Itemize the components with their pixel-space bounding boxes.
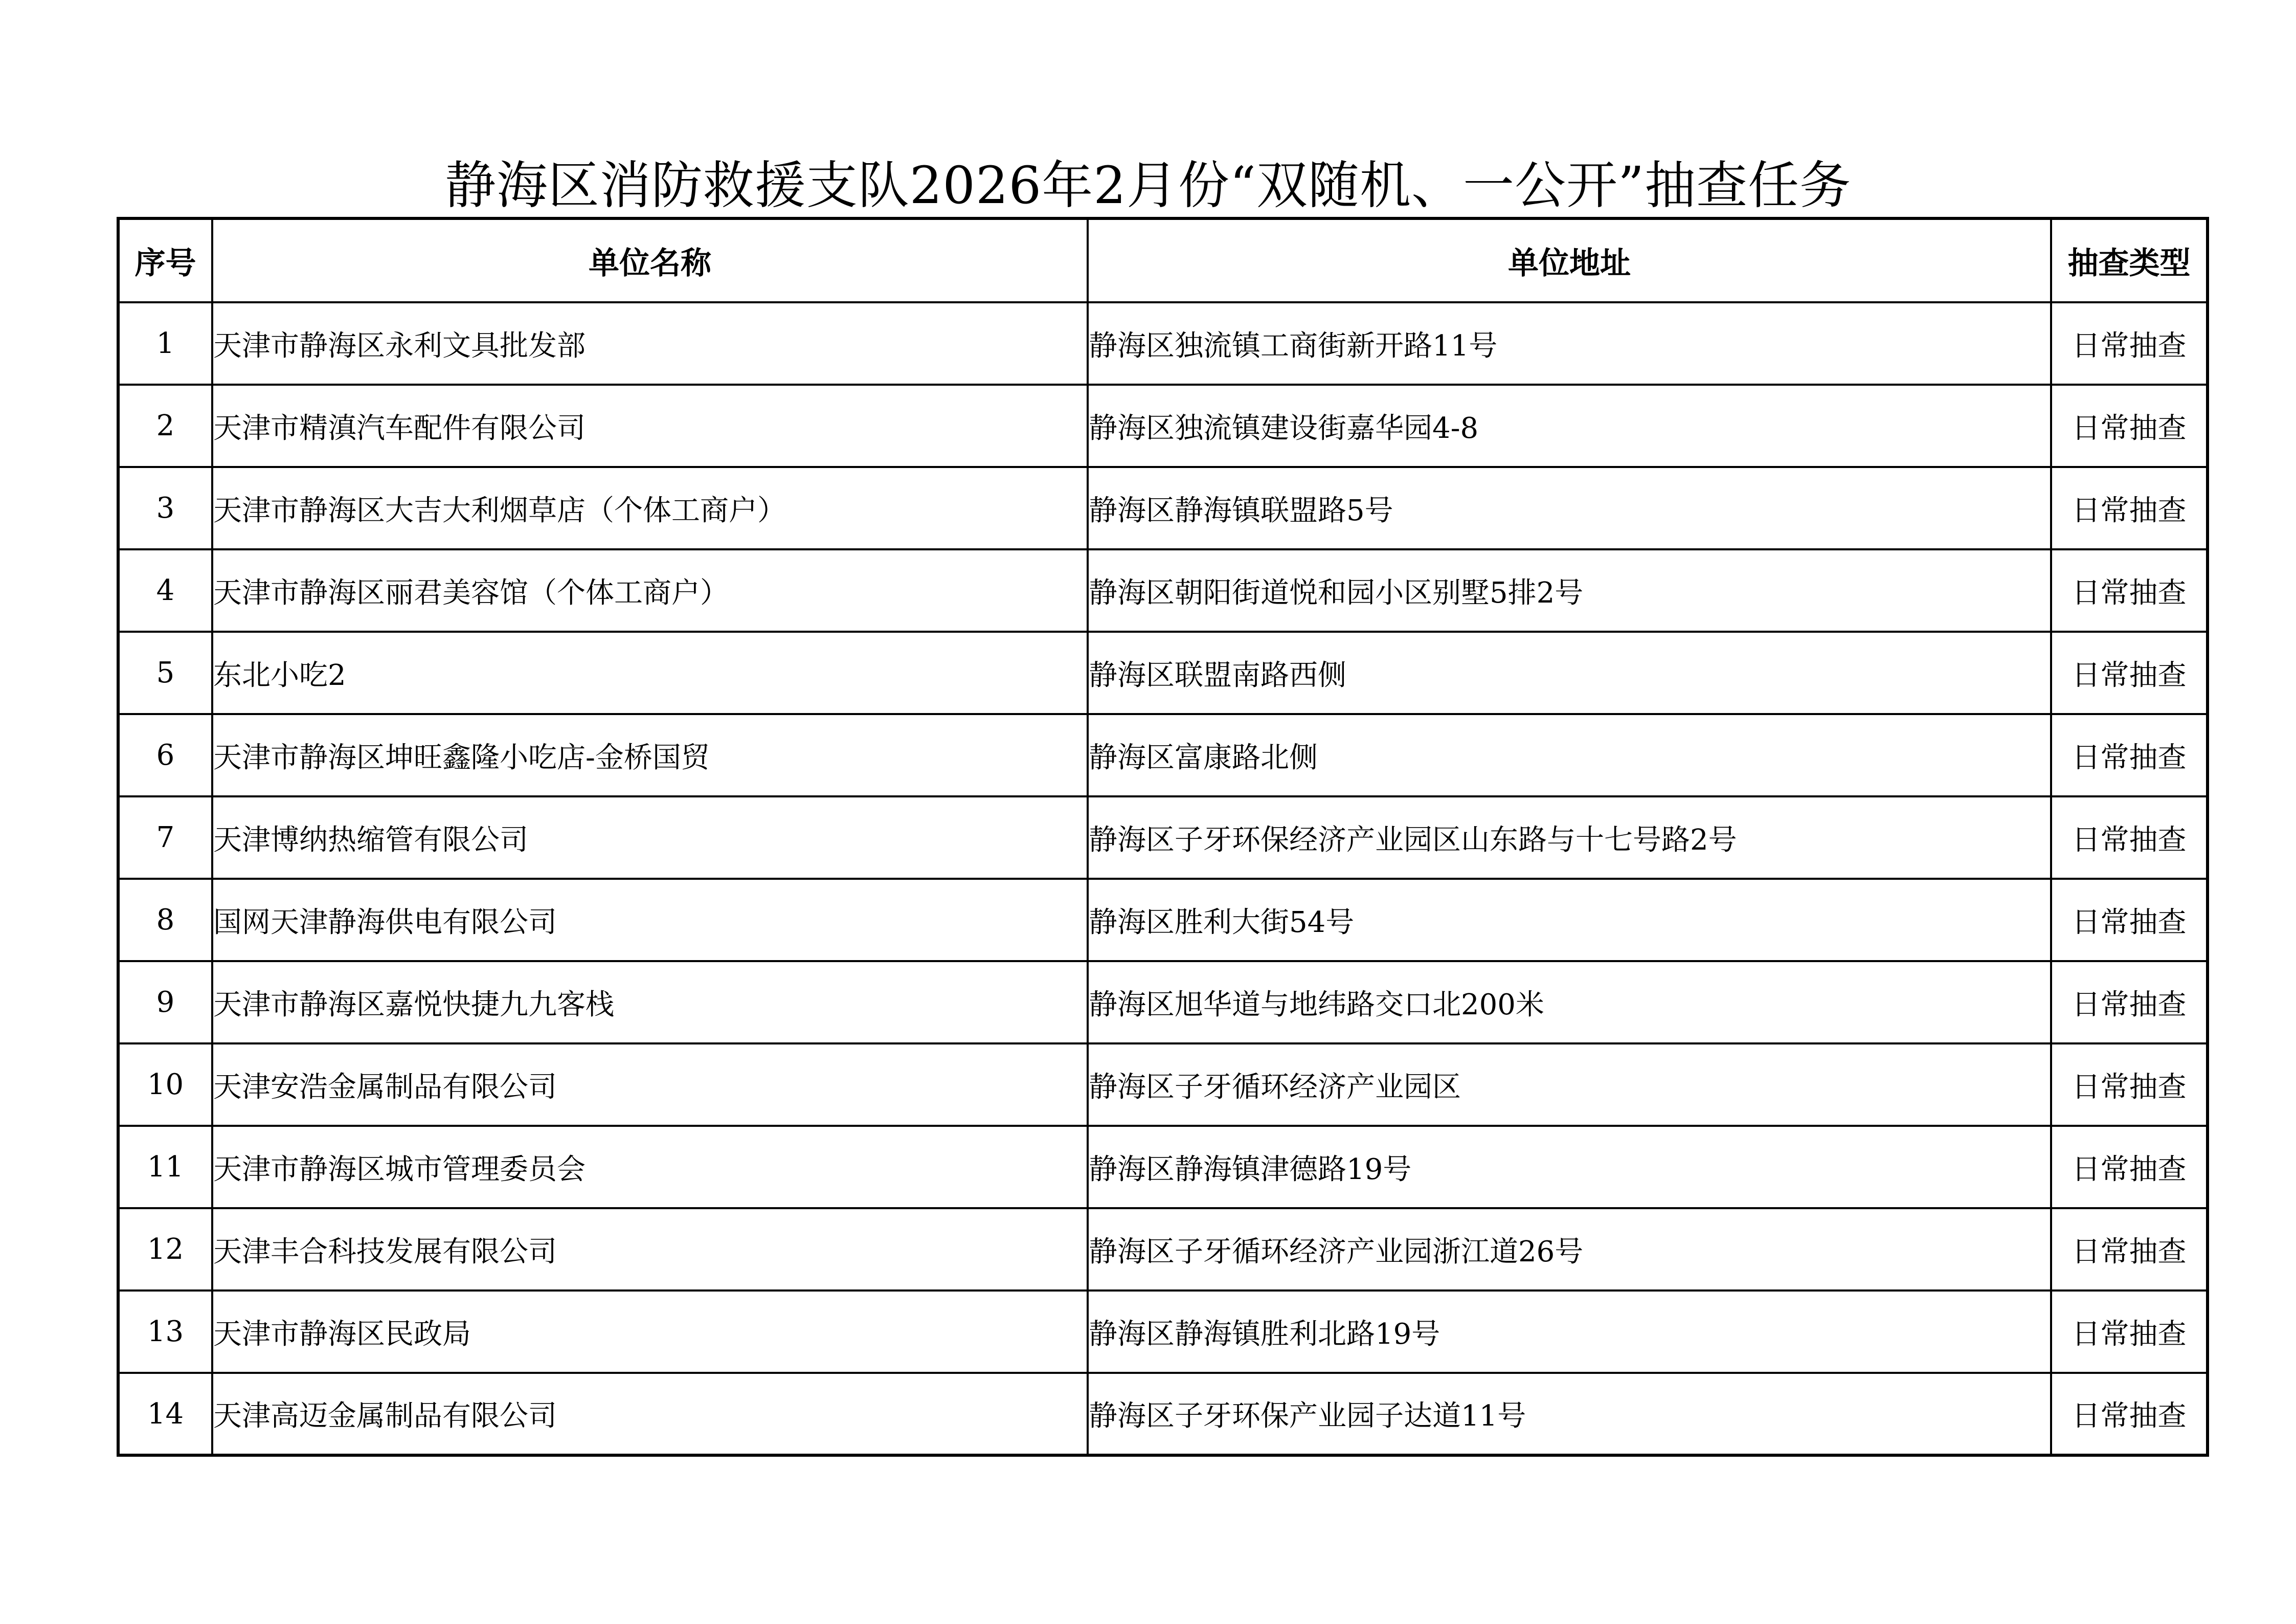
inspection-type-cell: 日常抽查	[2051, 632, 2208, 714]
unit-name-cell: 天津丰合科技发展有限公司	[212, 1208, 1088, 1291]
page-title: 静海区消防救援支队2026年2月份“双随机、一公开”抽查任务	[444, 155, 1852, 215]
header-row	[118, 218, 2208, 302]
inspection-type-cell: 日常抽查	[2051, 385, 2208, 467]
unit-name-cell: 天津市静海区丽君美容馆（个体工商户）	[212, 549, 1088, 632]
unit-address-cell: 静海区子牙环保产业园子达道11号	[1088, 1373, 2051, 1455]
inspection-type-cell: 日常抽查	[2051, 549, 2208, 632]
inspection-type-cell: 日常抽查	[2051, 961, 2208, 1043]
serial-number-cell: 9	[118, 961, 212, 1043]
unit-name-cell: 天津市静海区城市管理委员会	[212, 1126, 1088, 1208]
table-header	[118, 218, 2208, 302]
unit-address-cell: 静海区子牙环保经济产业园区山东路与十七号路2号	[1088, 796, 2051, 879]
unit-name-cell: 天津高迈金属制品有限公司	[212, 1373, 1088, 1455]
serial-number-cell: 10	[118, 1043, 212, 1126]
table-row	[118, 302, 2208, 385]
serial-number-cell: 12	[118, 1208, 212, 1291]
table-body	[118, 302, 2208, 1455]
unit-name-cell: 天津市静海区嘉悦快捷九九客栈	[212, 961, 1088, 1043]
unit-address-cell: 静海区静海镇津德路19号	[1088, 1126, 2051, 1208]
unit-name-cell: 天津市静海区永利文具批发部	[212, 302, 1088, 385]
table-row	[118, 632, 2208, 714]
unit-address-cell: 静海区子牙循环经济产业园浙江道26号	[1088, 1208, 2051, 1291]
serial-number-cell: 13	[118, 1291, 212, 1373]
inspection-type-cell: 日常抽查	[2051, 302, 2208, 385]
inspection-type-cell: 日常抽查	[2051, 1043, 2208, 1126]
serial-number-cell: 3	[118, 467, 212, 549]
unit-address-cell: 静海区子牙循环经济产业园区	[1088, 1043, 2051, 1126]
unit-name-cell: 东北小吃2	[212, 632, 1088, 714]
serial-number-cell: 6	[118, 714, 212, 796]
unit-address-cell: 静海区独流镇建设街嘉华园4-8	[1088, 385, 2051, 467]
unit-name-cell: 天津市静海区民政局	[212, 1291, 1088, 1373]
table-row	[118, 385, 2208, 467]
unit-address-cell: 静海区胜利大街54号	[1088, 879, 2051, 961]
unit-address-cell: 静海区朝阳街道悦和园小区别墅5排2号	[1088, 549, 2051, 632]
inspection-type-cell: 日常抽查	[2051, 1126, 2208, 1208]
table-row	[118, 1126, 2208, 1208]
unit-address-cell: 静海区独流镇工商街新开路11号	[1088, 302, 2051, 385]
table-row	[118, 1043, 2208, 1126]
table-row	[118, 714, 2208, 796]
unit-name-cell: 天津博纳热缩管有限公司	[212, 796, 1088, 879]
table-row	[118, 467, 2208, 549]
table-row	[118, 961, 2208, 1043]
unit-address-cell: 静海区静海镇联盟路5号	[1088, 467, 2051, 549]
serial-number-cell: 4	[118, 549, 212, 632]
inspection-type-cell: 日常抽查	[2051, 879, 2208, 961]
inspection-type-cell: 日常抽查	[2051, 1291, 2208, 1373]
inspection-type-cell: 日常抽查	[2051, 467, 2208, 549]
serial-number-cell: 7	[118, 796, 212, 879]
table-row	[118, 796, 2208, 879]
unit-name-cell: 国网天津静海供电有限公司	[212, 879, 1088, 961]
table-row	[118, 1291, 2208, 1373]
inspection-type-cell: 日常抽查	[2051, 1373, 2208, 1455]
table-row	[118, 549, 2208, 632]
serial-number-cell: 1	[118, 302, 212, 385]
unit-name-cell: 天津市静海区大吉大利烟草店（个体工商户）	[212, 467, 1088, 549]
unit-name-cell: 天津安浩金属制品有限公司	[212, 1043, 1088, 1126]
inspection-task-table	[117, 217, 2209, 1457]
inspection-type-cell: 日常抽查	[2051, 1208, 2208, 1291]
table-row	[118, 879, 2208, 961]
serial-number-cell: 8	[118, 879, 212, 961]
unit-name-cell: 天津市精滇汽车配件有限公司	[212, 385, 1088, 467]
header-inspection-type: 抽查类型	[2051, 218, 2208, 302]
unit-address-cell: 静海区富康路北侧	[1088, 714, 2051, 796]
header-serial-number: 序号	[118, 218, 212, 302]
table-row	[118, 1373, 2208, 1455]
serial-number-cell: 2	[118, 385, 212, 467]
serial-number-cell: 5	[118, 632, 212, 714]
unit-name-cell: 天津市静海区坤旺鑫隆小吃店-金桥国贸	[212, 714, 1088, 796]
header-unit-address: 单位地址	[1088, 218, 2051, 302]
serial-number-cell: 11	[118, 1126, 212, 1208]
inspection-type-cell: 日常抽查	[2051, 714, 2208, 796]
header-unit-name: 单位名称	[212, 218, 1088, 302]
unit-address-cell: 静海区旭华道与地纬路交口北200米	[1088, 961, 2051, 1043]
inspection-type-cell: 日常抽查	[2051, 796, 2208, 879]
table-row	[118, 1208, 2208, 1291]
unit-address-cell: 静海区联盟南路西侧	[1088, 632, 2051, 714]
unit-address-cell: 静海区静海镇胜利北路19号	[1088, 1291, 2051, 1373]
serial-number-cell: 14	[118, 1373, 212, 1455]
